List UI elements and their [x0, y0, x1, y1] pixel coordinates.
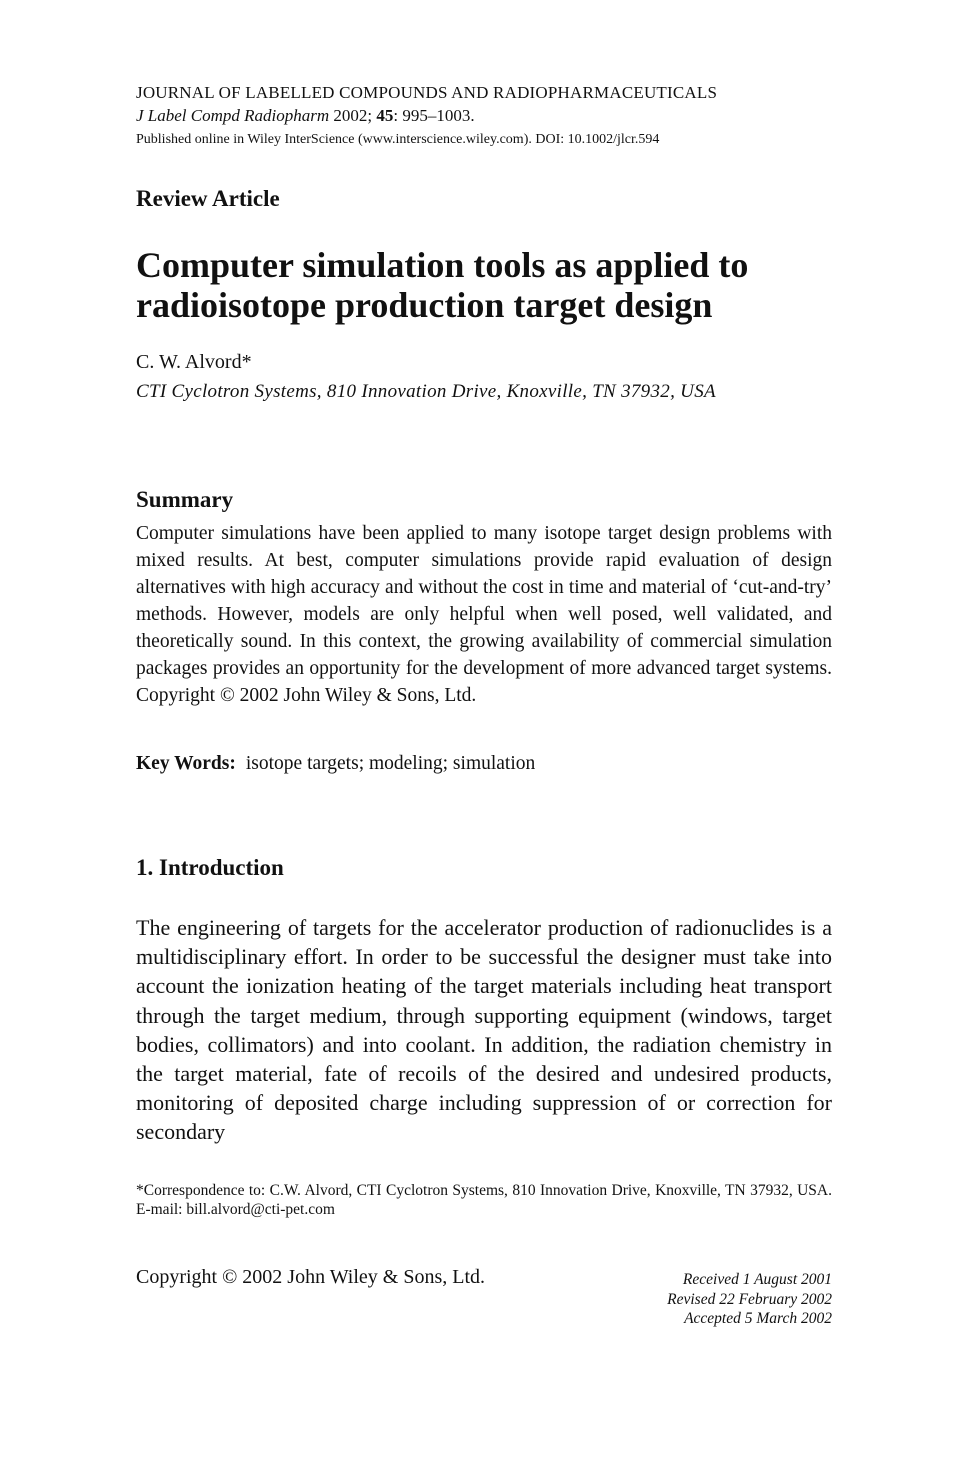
author-affiliation: CTI Cyclotron Systems, 810 Innovation Drive, Knoxville, TN 37932, USA	[136, 381, 716, 402]
citation-pages: : 995–1003.	[393, 106, 475, 125]
article-dates	[667, 1270, 832, 1329]
received-date: Received 1 August 2001	[682, 1271, 832, 1288]
article-type: Review Article	[136, 186, 280, 211]
keywords-label: Key Words:	[136, 753, 236, 774]
published-online-line: Published online in Wiley InterScience (www.interscience.wiley.com). DOI: 10.1002/jlcr.594	[136, 132, 660, 147]
journal-abbreviation: J Label Compd Radiopharm	[136, 106, 330, 125]
accepted-date: Accepted 5 March 2002	[684, 1310, 832, 1327]
author-name: C. W. Alvord*	[136, 351, 252, 373]
introduction-text: The engineering of targets for the accelerator production of radionuclides is a multidisciplinary effort. In order to be successful the designer must take into account the ionization heating of the target materials including heat transport through the target medium, through supporting equipment (windows, target bodies, collimators) and into coolant. In addition, the radiation chemistry in the target material, fate of recoils of the desired and undesired products, monitoring of deposited charge including suppression of or correction for secondary	[136, 915, 832, 1145]
keywords-value: isotope targets; modeling; simulation	[245, 753, 536, 774]
introduction-heading: 1. Introduction	[136, 855, 284, 880]
correspondence-footnote: *Correspondence to: C.W. Alvord, CTI Cyclotron Systems, 810 Innovation Drive, Knoxville, TN 37932, USA. E-mail: bill.alvord@cti-pet.com	[136, 1182, 832, 1218]
journal-name: JOURNAL OF LABELLED COMPOUNDS AND RADIOPHARMACEUTICALS	[136, 83, 718, 102]
summary-heading: Summary	[136, 487, 234, 512]
summary-text: Computer simulations have been applied to many isotope target design problems with mixed results. At best, computer simulations provide rapid evaluation of design alternatives with high accuracy and without the cost in time and material of ‘cut-and-try’ methods. However, models are only helpful when well posed, well validated, and theoretically sound. In this context, the growing availability of commercial simulation packages provides an opportunity for the development of more advanced target systems. Copyright © 2002 John Wiley & Sons, Ltd.	[136, 523, 832, 706]
citation-volume: 45	[376, 106, 394, 125]
footer-copyright: Copyright © 2002 John Wiley & Sons, Ltd.	[136, 1266, 486, 1288]
keywords-line	[136, 753, 832, 775]
citation-year: 2002;	[333, 106, 373, 125]
article-title: Computer simulation tools as applied to radioisotope production target design	[136, 245, 749, 325]
citation-line	[136, 106, 832, 126]
revised-date: Revised 22 February 2002	[667, 1290, 832, 1308]
